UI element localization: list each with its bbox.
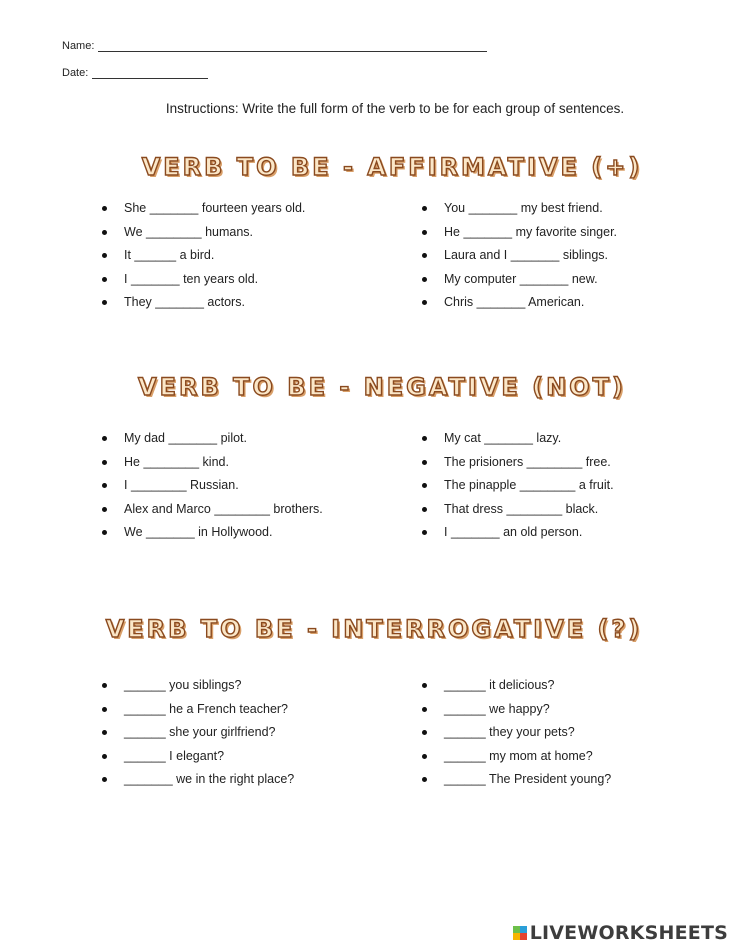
sentence-text[interactable]: It ______ a bird.	[124, 248, 215, 263]
sentence-item	[102, 674, 294, 698]
bullet-icon	[102, 483, 107, 488]
sentence-text[interactable]: ______ it delicious?	[444, 678, 555, 692]
sentence-item	[102, 244, 305, 268]
bullet-icon	[422, 436, 427, 441]
sentence-item	[422, 197, 617, 221]
sentence-text[interactable]: ______ she your girlfriend?	[124, 725, 276, 740]
affirmative-right-list	[422, 197, 617, 315]
sentence-text[interactable]: I _______ an old person.	[444, 525, 583, 540]
sentence-item	[102, 268, 305, 292]
negative-section-title: VERB TO BE - NEGATIVE (NOT)	[138, 373, 626, 401]
bullet-icon	[102, 530, 107, 535]
bullet-icon	[422, 230, 427, 235]
sentence-text[interactable]: The pinapple ________ a fruit.	[444, 478, 614, 493]
bullet-icon	[102, 436, 107, 441]
sentence-text[interactable]: He ________ kind.	[124, 454, 229, 469]
sentence-text[interactable]: Chris _______ American.	[444, 295, 585, 310]
logo-square-red	[520, 933, 527, 940]
affirmative-section-title: VERB TO BE - AFFIRMATIVE (+)	[141, 153, 643, 181]
sentence-text[interactable]: She _______ fourteen years old.	[124, 201, 306, 215]
sentence-item	[102, 291, 305, 315]
bullet-icon	[102, 300, 107, 305]
sentence-item	[102, 197, 305, 221]
sentence-item	[422, 768, 611, 792]
sentence-text[interactable]: I ________ Russian.	[124, 478, 239, 493]
bullet-icon	[422, 777, 427, 782]
bullet-icon	[422, 683, 427, 688]
sentence-text[interactable]: _______ we in the right place?	[124, 772, 295, 787]
sentence-item	[422, 474, 614, 498]
interrogative-section-title: VERB TO BE - INTERROGATIVE (?)	[105, 615, 643, 643]
bullet-icon	[422, 277, 427, 282]
sentence-text[interactable]: My cat _______ lazy.	[444, 431, 562, 445]
bullet-icon	[102, 206, 107, 211]
liveworksheets-logo[interactable]	[513, 922, 728, 944]
sentence-item	[422, 721, 611, 745]
sentence-text[interactable]: We _______ in Hollywood.	[124, 525, 273, 540]
negative-right-list	[422, 427, 614, 545]
bullet-icon	[102, 277, 107, 282]
name-input-line[interactable]	[98, 40, 487, 52]
bullet-icon	[102, 683, 107, 688]
bullet-icon	[422, 707, 427, 712]
instructions-text: Instructions: Write the full form of the verb to be for each group of sentences.	[165, 101, 625, 116]
sentence-text[interactable]: That dress ________ black.	[444, 501, 599, 516]
name-label: Name:	[62, 40, 95, 52]
name-field[interactable]	[62, 40, 487, 52]
bullet-icon	[422, 206, 427, 211]
sentence-text[interactable]: ______ you siblings?	[124, 678, 242, 692]
sentence-item	[422, 244, 617, 268]
bullet-icon	[102, 707, 107, 712]
sentence-text[interactable]: I _______ ten years old.	[124, 271, 259, 286]
sentence-item	[102, 474, 323, 498]
bullet-icon	[102, 754, 107, 759]
logo-square-yellow	[513, 933, 520, 940]
sentence-item	[102, 498, 323, 522]
sentence-item	[102, 451, 323, 475]
interrogative-left-list	[102, 674, 294, 792]
bullet-icon	[102, 460, 107, 465]
bullet-icon	[422, 754, 427, 759]
bullet-icon	[422, 730, 427, 735]
sentence-item	[422, 498, 614, 522]
affirmative-left-list	[102, 197, 305, 315]
sentence-item	[422, 698, 611, 722]
logo-square-green	[513, 926, 520, 933]
sentence-text[interactable]: They _______ actors.	[124, 295, 245, 310]
sentence-text[interactable]: The prisioners ________ free.	[444, 454, 611, 469]
logo-square-blue	[520, 926, 527, 933]
liveworksheets-logo-icon	[513, 926, 527, 940]
sentence-item	[102, 745, 294, 769]
sentence-item	[102, 721, 294, 745]
bullet-icon	[422, 300, 427, 305]
sentence-item	[102, 221, 305, 245]
liveworksheets-brand-text: LIVEWORKSHEETS	[529, 922, 728, 944]
sentence-text[interactable]: My dad _______ pilot.	[124, 431, 248, 445]
sentence-text[interactable]: ______ he a French teacher?	[124, 701, 289, 716]
sentence-text[interactable]: ______ I elegant?	[124, 748, 225, 763]
interrogative-right-list	[422, 674, 611, 792]
sentence-text[interactable]: ______ we happy?	[444, 701, 550, 716]
sentence-text[interactable]: He _______ my favorite singer.	[444, 224, 618, 239]
sentence-text[interactable]: ______ they your pets?	[444, 725, 575, 740]
sentence-item	[422, 427, 614, 451]
sentence-item	[422, 674, 611, 698]
sentence-item	[422, 745, 611, 769]
sentence-item	[422, 268, 617, 292]
sentence-text[interactable]: We ________ humans.	[124, 224, 254, 239]
sentence-item	[102, 768, 294, 792]
bullet-icon	[102, 730, 107, 735]
sentence-text[interactable]: Laura and I _______ siblings.	[444, 248, 609, 263]
date-label: Date:	[62, 67, 89, 79]
sentence-text[interactable]: Alex and Marco ________ brothers.	[124, 501, 323, 516]
sentence-item	[422, 451, 614, 475]
bullet-icon	[102, 253, 107, 258]
bullet-icon	[422, 530, 427, 535]
sentence-text[interactable]: ______ The President young?	[444, 772, 612, 787]
sentence-item	[102, 698, 294, 722]
bullet-icon	[102, 507, 107, 512]
bullet-icon	[422, 460, 427, 465]
sentence-item	[422, 221, 617, 245]
sentence-item	[102, 521, 323, 545]
sentence-item	[422, 291, 617, 315]
sentence-text[interactable]: You _______ my best friend.	[444, 201, 603, 215]
bullet-icon	[102, 777, 107, 782]
bullet-icon	[422, 253, 427, 258]
bullet-icon	[422, 507, 427, 512]
date-input-line[interactable]	[92, 67, 208, 79]
sentence-text[interactable]: My computer _______ new.	[444, 271, 598, 286]
bullet-icon	[102, 230, 107, 235]
bullet-icon	[422, 483, 427, 488]
sentence-item	[102, 427, 323, 451]
negative-left-list	[102, 427, 323, 545]
date-field[interactable]	[62, 67, 208, 79]
sentence-text[interactable]: ______ my mom at home?	[444, 748, 593, 763]
sentence-item	[422, 521, 614, 545]
